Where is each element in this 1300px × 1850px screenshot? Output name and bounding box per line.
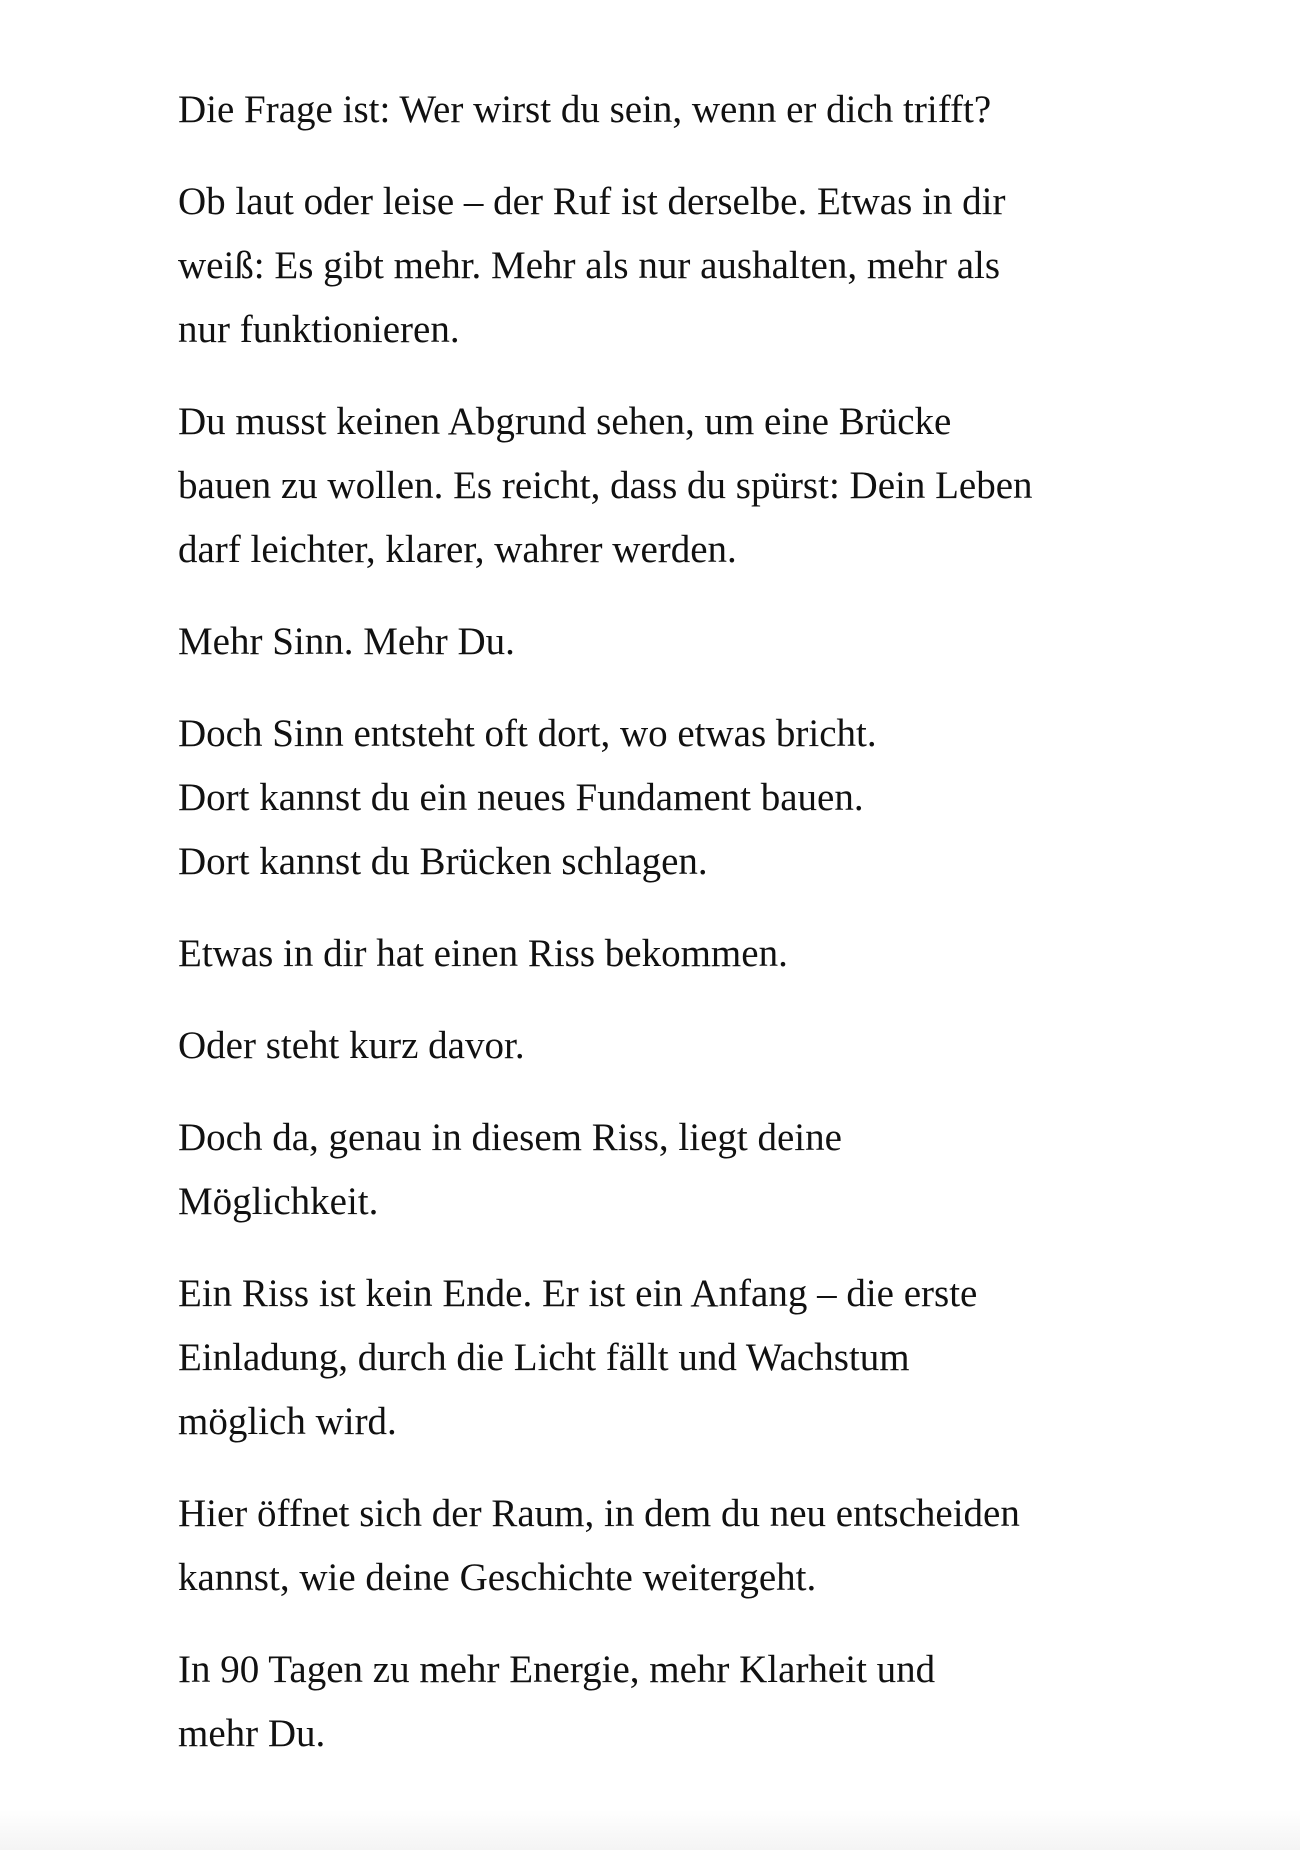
text-line: mehr Du. — [178, 1712, 326, 1755]
paragraph — [178, 1482, 1138, 1610]
text-line: Oder steht kurz davor. — [178, 1024, 525, 1067]
paragraph — [178, 610, 1138, 674]
text-line: darf leichter, klarer, wahrer werden. — [178, 528, 737, 571]
text-line: Ob laut oder leise – der Ruf ist derselbe. Etwas in dir — [178, 180, 1006, 223]
text-line: Hier öffnet sich der Raum, in dem du neu entscheiden — [178, 1492, 1020, 1535]
paragraph — [178, 390, 1138, 582]
text-line: Mehr Sinn. Mehr Du. — [178, 620, 515, 663]
text-line: nur funktionieren. — [178, 308, 460, 351]
paragraph — [178, 1638, 1138, 1766]
text-line: In 90 Tagen zu mehr Energie, mehr Klarheit und — [178, 1648, 936, 1691]
paragraph — [178, 1262, 1138, 1454]
text-line: bauen zu wollen. Es reicht, dass du spürst: Dein Leben — [178, 464, 1033, 507]
page-bottom-shadow — [0, 1810, 1300, 1850]
text-line: weiß: Es gibt mehr. Mehr als nur aushalten, mehr als — [178, 244, 1001, 287]
text-line: Doch Sinn entsteht oft dort, wo etwas bricht. — [178, 712, 877, 755]
paragraph — [178, 1106, 1138, 1234]
paragraph — [178, 78, 1138, 142]
paragraph — [178, 922, 1138, 986]
text-line: Etwas in dir hat einen Riss bekommen. — [178, 932, 788, 975]
text-line: Möglichkeit. — [178, 1180, 379, 1223]
paragraph — [178, 170, 1138, 362]
text-line: Doch da, genau in diesem Riss, liegt deine — [178, 1116, 842, 1159]
paragraph — [178, 702, 1138, 894]
text-line: Die Frage ist: Wer wirst du sein, wenn er dich trifft? — [178, 88, 992, 131]
document-body — [178, 78, 1138, 1794]
text-line: kannst, wie deine Geschichte weitergeht. — [178, 1556, 817, 1599]
text-line: Dort kannst du ein neues Fundament bauen. — [178, 776, 864, 819]
paragraph — [178, 1014, 1138, 1078]
text-line: Einladung, durch die Licht fällt und Wachstum — [178, 1336, 910, 1379]
text-line: Du musst keinen Abgrund sehen, um eine Brücke — [178, 400, 952, 443]
text-line: Dort kannst du Brücken schlagen. — [178, 840, 708, 883]
text-line: möglich wird. — [178, 1400, 397, 1443]
text-line: Ein Riss ist kein Ende. Er ist ein Anfang – die erste — [178, 1272, 978, 1315]
